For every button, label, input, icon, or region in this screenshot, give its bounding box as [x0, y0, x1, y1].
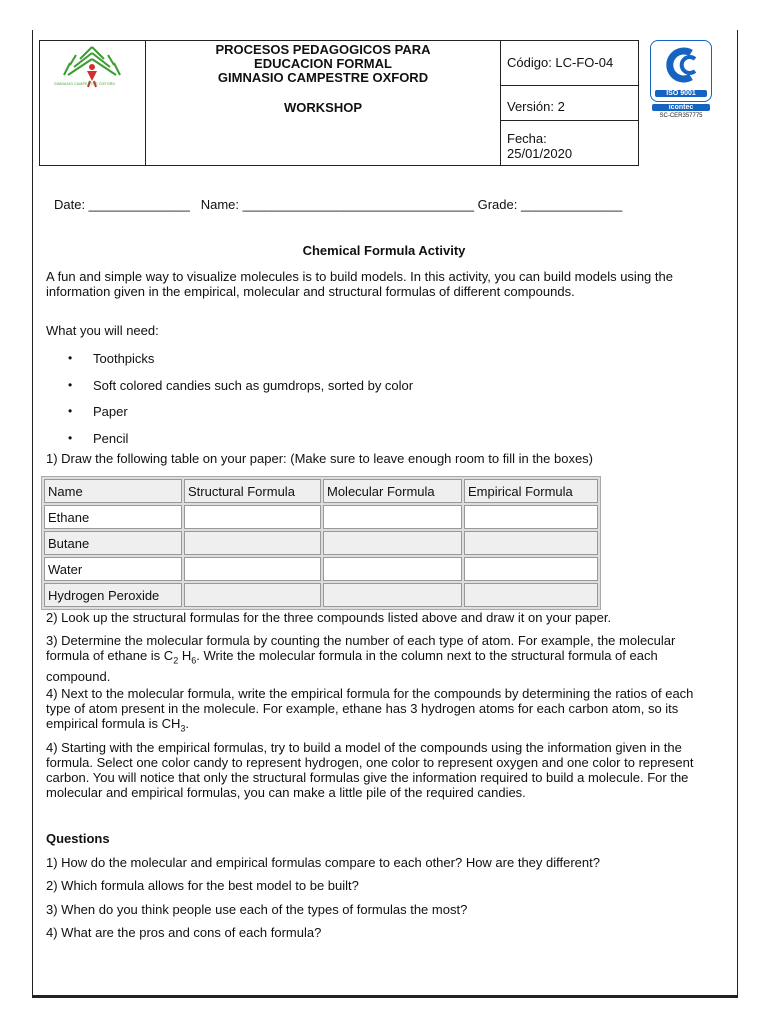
- list-item: • Soft colored candies such as gumdrops, sorted by color: [46, 378, 413, 405]
- table-row: [44, 583, 598, 607]
- compound-name: Hydrogen Peroxide: [44, 583, 182, 607]
- codigo-cell: [501, 41, 639, 86]
- title-line-3: GIMNASIO CAMPESTRE OXFORD: [217, 70, 429, 85]
- question-item: 1) How do the molecular and empirical formulas compare to each other? How are they different?: [46, 855, 600, 870]
- table-cell: [323, 505, 462, 529]
- table-cell: [323, 583, 462, 607]
- column-header: Empirical Formula: [464, 479, 598, 503]
- list-item: • Toothpicks: [46, 351, 413, 378]
- step-3: [46, 633, 720, 684]
- institution-title: [146, 41, 500, 85]
- table-header-row: [44, 479, 598, 503]
- header-title-cell: [146, 41, 501, 166]
- questions-heading: Questions: [46, 831, 110, 846]
- table-cell: [184, 531, 321, 555]
- iso-label: ISO 9001: [655, 90, 707, 97]
- table-row: [44, 557, 598, 581]
- logo-cell: [40, 41, 146, 166]
- table-cell: [464, 531, 598, 555]
- document-type: WORKSHOP: [284, 100, 362, 115]
- column-header: Name: [44, 479, 182, 503]
- certification-logo: [650, 40, 712, 102]
- student-info-line: Date: ______________ Name: ________________________________ Grade: ______________: [54, 197, 623, 212]
- table-cell: [464, 505, 598, 529]
- step-4-text-a: 4) Next to the molecular formula, write the empirical formula for the compounds by determining the ratios of each type of atom present in the molecule. For example, ethane has 3 hydrogen atoms for each carbon atom, so its empirical formula is CH: [46, 686, 694, 731]
- step-1: 1) Draw the following table on your paper: (Make sure to leave enough room to fill in the boxes): [46, 451, 594, 466]
- table-cell: [464, 557, 598, 581]
- certificate-code: SC-CER357775: [659, 113, 703, 119]
- title-line-2: EDUCACION FORMAL: [254, 56, 392, 71]
- materials-list: [46, 351, 413, 457]
- school-logo-icon: [40, 41, 145, 111]
- table-row: [44, 505, 598, 529]
- step-5: 4) Starting with the empirical formulas, try to build a model of the compounds using the information given in the formula. Select one color candy to represent hydrogen, one color to represent oxygen and one color to represent carbon. You will notice that only the structural formulas give the information required to build a molecule. For the molecular and empirical formulas, you can make a little pile of the required candies.: [46, 740, 694, 800]
- iso-certification-badge: [646, 40, 716, 119]
- subscript: 3: [180, 723, 186, 734]
- step-4: [46, 686, 720, 737]
- question-item: 3) When do you think people use each of the types of formulas the most?: [46, 902, 468, 917]
- icontec-label: icontec: [652, 104, 710, 111]
- version-cell: [501, 86, 639, 121]
- column-header: Structural Formula: [184, 479, 321, 503]
- formula-table: [41, 476, 601, 610]
- document-header: [39, 40, 639, 166]
- table-cell: [464, 583, 598, 607]
- icontec-logo-icon: [651, 43, 709, 87]
- fecha-label: Fecha:: [507, 131, 547, 146]
- version-text: Versión: 2: [507, 99, 565, 114]
- materials-label: What you will need:: [46, 323, 159, 338]
- activity-title: Chemical Formula Activity: [302, 243, 466, 258]
- table-cell: [184, 505, 321, 529]
- list-item: • Pencil: [46, 431, 413, 458]
- table-cell: [184, 583, 321, 607]
- subscript: 2: [173, 655, 179, 666]
- table-row: [44, 531, 598, 555]
- subscript: 6: [191, 655, 197, 666]
- fecha-value: 25/01/2020: [507, 146, 573, 161]
- compound-name: Water: [44, 557, 182, 581]
- table-cell: [184, 557, 321, 581]
- column-header: Molecular Formula: [323, 479, 462, 503]
- list-item: • Paper: [46, 404, 413, 431]
- table-cell: [323, 557, 462, 581]
- step-4-text-b: .: [185, 716, 190, 731]
- question-item: 2) Which formula allows for the best model to be built?: [46, 878, 359, 893]
- logo-caption: GIMNASIO CAMPESTRE OXFORD: [54, 82, 116, 86]
- fecha-cell: [501, 121, 639, 166]
- table-cell: [323, 531, 462, 555]
- codigo-text: Código: LC-FO-04: [507, 55, 614, 70]
- compound-name: Ethane: [44, 505, 182, 529]
- compound-name: Butane: [44, 531, 182, 555]
- step-3-text-b: . Write the molecular formula in the column next to the structural formula of each compound.: [46, 648, 658, 684]
- step-3-text-a: 3) Determine the molecular formula by counting the number of each type of atom. For example, the molecular formula of ethane is C: [46, 633, 676, 663]
- question-item: 4) What are the pros and cons of each formula?: [46, 925, 322, 940]
- step-2: 2) Look up the structural formulas for the three compounds listed above and draw it on your paper.: [46, 610, 612, 625]
- title-line-1: PROCESOS PEDAGOGICOS PARA: [215, 42, 431, 57]
- intro-paragraph: A fun and simple way to visualize molecules is to build models. In this activity, you can build models using the information given in the empirical, molecular and structural formulas of different compounds.: [46, 269, 673, 299]
- step-3-text-mid: H: [178, 648, 192, 663]
